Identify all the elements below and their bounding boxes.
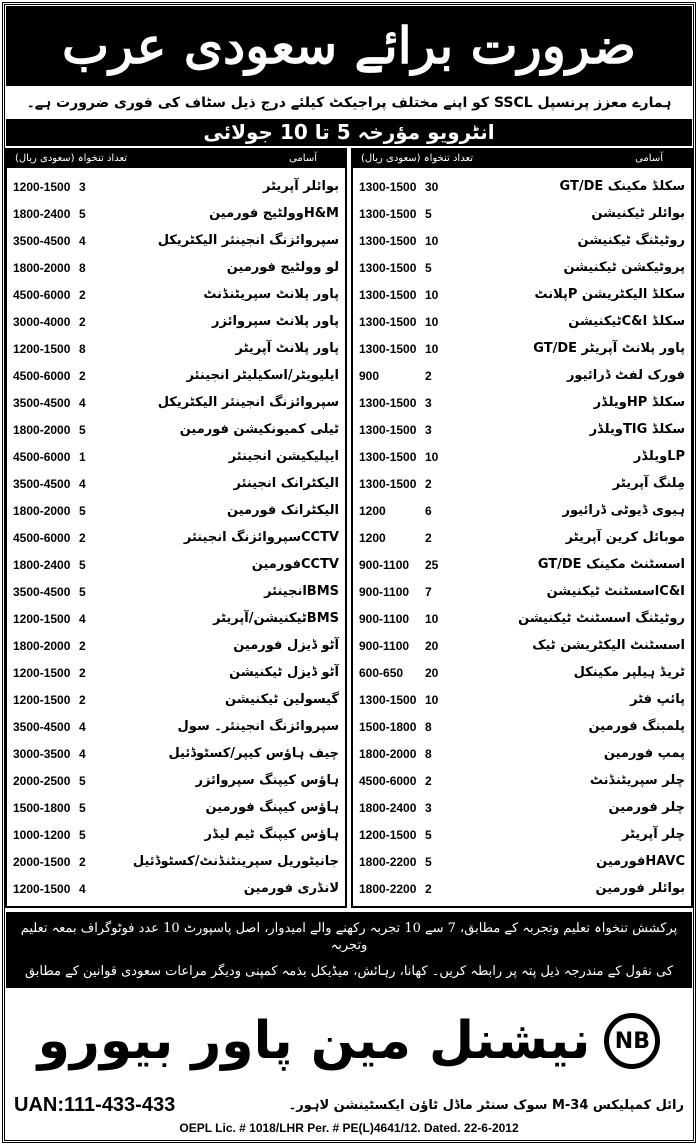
- count-cell: 5: [79, 800, 86, 815]
- salary-cell: 1300-1500: [359, 476, 417, 491]
- table-header: [353, 150, 691, 168]
- ad-title: ضرورت برائے سعودی عرب: [6, 6, 692, 86]
- count-cell: 20: [425, 638, 439, 653]
- salary-cell: 1800-2000: [13, 638, 71, 653]
- table-row: [353, 470, 691, 497]
- count-cell: 2: [79, 314, 86, 329]
- salary-cell: 1800-2400: [359, 800, 417, 815]
- table-row: [7, 551, 345, 578]
- salary-cell: 1200-1500: [13, 692, 71, 707]
- count-cell: 8: [425, 719, 432, 734]
- count-cell: 4: [79, 395, 86, 410]
- table-body: [353, 168, 691, 902]
- post-name-cell: بوائلر فورمین: [595, 881, 685, 896]
- table-row: [7, 335, 345, 362]
- salary-cell: 1800-2200: [359, 881, 417, 896]
- count-cell: 4: [79, 233, 86, 248]
- post-name-cell: چیف ہاؤس کیپر/کسٹوڈئیل: [168, 746, 339, 761]
- count-cell: 4: [79, 611, 86, 626]
- post-name-cell: لانڈری فورمین: [243, 881, 339, 896]
- post-name-cell: ایلیویٹر/اسکیلیٹر انجینئر: [186, 368, 339, 383]
- table-row: [7, 443, 345, 470]
- table-row: [353, 767, 691, 794]
- count-cell: 4: [79, 881, 86, 896]
- salary-cell: 3500-4500: [13, 719, 71, 734]
- salary-cell: 4500-6000: [13, 449, 71, 464]
- salary-cell: 1200-1500: [13, 179, 71, 194]
- count-cell: 7: [425, 584, 432, 599]
- count-cell: 10: [425, 314, 439, 329]
- salary-cell: 1200-1500: [13, 665, 71, 680]
- count-cell: 5: [79, 503, 86, 518]
- post-name-cell: آٹو ڈیزل ٹیکنیشن: [229, 665, 339, 680]
- uan-number: UAN:111-433-433: [14, 1093, 176, 1116]
- post-name-cell: آٹو ڈیزل فورمین: [233, 638, 339, 653]
- count-cell: 6: [425, 503, 432, 518]
- salary-cell: 900-1100: [359, 584, 410, 599]
- count-cell: 5: [425, 206, 432, 221]
- count-cell: 3: [425, 395, 432, 410]
- table-row: [353, 578, 691, 605]
- count-cell: 10: [425, 287, 439, 302]
- salary-cell: 1800-2200: [359, 854, 417, 869]
- salary-cell: 1300-1500: [359, 422, 417, 437]
- notice-line-1: پرکشش تنخواہ تعلیم وتجربہ کے مطابق، 7 سے 10 تجربہ رکھنے والے امیدوار، اصل پاسپورٹ 10 عدد فوٹوگراف بمعہ تعلیم وتجربہ: [20, 921, 678, 954]
- salary-cell: 600-650: [359, 665, 404, 680]
- post-name-cell: BMSانجینئر: [264, 584, 339, 599]
- post-name-cell: الیکٹرانک فورمین: [227, 503, 339, 518]
- post-name-cell: بوائلر آپریٹر: [263, 179, 339, 194]
- count-cell: 2: [79, 530, 86, 545]
- post-name-cell: موبائل کرین آپریٹر: [565, 530, 685, 545]
- salary-cell: 1800-2000: [359, 746, 417, 761]
- table-row: [7, 848, 345, 875]
- table-row: [353, 335, 691, 362]
- count-cell: 2: [425, 881, 432, 896]
- count-cell: 4: [79, 719, 86, 734]
- post-name-cell: پاور پلانٹ سپروائزر: [212, 314, 339, 329]
- salary-cell: 4500-6000: [359, 773, 417, 788]
- count-cell: 2: [79, 854, 86, 869]
- header-count-pay: تعداد تنخواہ (سعودی ریال): [361, 153, 474, 164]
- count-cell: 2: [425, 530, 432, 545]
- table-row: [353, 821, 691, 848]
- table-row: [353, 200, 691, 227]
- post-name-cell: ٹریڈ ہیلپر مکینکل: [573, 665, 685, 680]
- salary-cell: 1500-1800: [13, 800, 71, 815]
- salary-cell: 1300-1500: [359, 260, 417, 275]
- table-row: [7, 200, 345, 227]
- post-name-cell: ہاؤس کیپنگ سپروائزر: [195, 773, 339, 788]
- salary-cell: 1300-1500: [359, 233, 417, 248]
- table-row: [353, 875, 691, 902]
- post-name-cell: ہاؤس کیپنگ فورمین: [205, 800, 339, 815]
- table-row: [7, 362, 345, 389]
- table-row: [353, 416, 691, 443]
- post-name-cell: سکلڈ الیکٹریشن Pپلانٹ: [534, 287, 685, 302]
- header-count-pay: تعداد تنخواہ (سعودی ریال): [15, 153, 128, 164]
- post-name-cell: H&Mوولٹیج فورمین: [209, 206, 339, 221]
- table-row: [7, 794, 345, 821]
- count-cell: 30: [425, 179, 439, 194]
- salary-cell: 1300-1500: [359, 287, 417, 302]
- table-row: [353, 524, 691, 551]
- salary-cell: 1300-1500: [359, 395, 417, 410]
- agency-name: نیشنل مین پاور بیورو: [37, 1011, 591, 1071]
- table-row: [353, 713, 691, 740]
- post-name-cell: پروٹیکشن ٹیکنیشن: [563, 260, 685, 275]
- post-name-cell: CCTVسپروائزنگ انجینئر: [183, 530, 339, 545]
- table-row: [7, 254, 345, 281]
- count-cell: 5: [79, 827, 86, 842]
- table-row: [353, 848, 691, 875]
- table-row: [7, 578, 345, 605]
- salary-cell: 1200: [359, 530, 386, 545]
- table-row: [7, 497, 345, 524]
- post-name-cell: پاور پلانٹ آپریٹر: [235, 341, 339, 356]
- table-row: [7, 524, 345, 551]
- post-name-cell: پلمبنگ فورمین: [588, 719, 685, 734]
- count-cell: 10: [425, 341, 439, 356]
- post-name-cell: مِلنگ آپریٹر: [612, 476, 685, 491]
- count-cell: 2: [425, 773, 432, 788]
- count-cell: 5: [425, 854, 432, 869]
- salary-cell: 900-1100: [359, 638, 410, 653]
- post-name-cell: پائپ فٹر: [630, 692, 685, 707]
- count-cell: 10: [425, 692, 439, 707]
- salary-cell: 900-1100: [359, 611, 410, 626]
- post-name-cell: فورک لفٹ ڈرائیور: [566, 368, 685, 383]
- table-row: [7, 632, 345, 659]
- post-name-cell: C&Iاسسٹنٹ ٹیکنیشن: [546, 584, 685, 599]
- count-cell: 3: [79, 179, 86, 194]
- agency-brand: [6, 992, 692, 1090]
- count-cell: 20: [425, 665, 439, 680]
- salary-cell: 3000-3500: [13, 746, 71, 761]
- count-cell: 5: [79, 206, 86, 221]
- table-row: [353, 173, 691, 200]
- salary-cell: 1300-1500: [359, 692, 417, 707]
- count-cell: 8: [79, 341, 86, 356]
- table-row: [353, 605, 691, 632]
- salary-cell: 1800-2400: [13, 557, 71, 572]
- table-row: [7, 389, 345, 416]
- header-post: آسامی: [635, 153, 663, 164]
- salary-cell: 3000-4000: [13, 314, 71, 329]
- post-name-cell: سکلڈ مکینک GT/DE: [559, 179, 685, 194]
- table-row: [7, 821, 345, 848]
- post-name-cell: سپروائزنگ انجینئر الیکٹریکل: [157, 233, 339, 248]
- count-cell: 2: [79, 692, 86, 707]
- table-row: [7, 173, 345, 200]
- table-row: [353, 794, 691, 821]
- count-cell: 8: [425, 746, 432, 761]
- table-row: [7, 875, 345, 902]
- table-row: [353, 740, 691, 767]
- post-name-cell: الیکٹرانک انجینئر: [233, 476, 339, 491]
- license-info: OEPL Lic. # 1018/LHR Per. # PE(L)4641/12. Dated. 22-6-2012: [179, 1121, 519, 1135]
- table-row: [353, 659, 691, 686]
- post-name-cell: روٹیٹنگ اسسٹنٹ ٹیکنیشن: [518, 611, 685, 626]
- interview-dates-banner: انٹرویو مؤرخہ 5 تا 10 جولائی: [6, 119, 692, 146]
- salary-cell: 2000-2500: [13, 773, 71, 788]
- header-post: آسامی: [289, 153, 317, 164]
- requirements-notice: [6, 912, 692, 988]
- notice-line-2: کی نقول کے مندرجہ ذیل پتہ پر رابطہ کریں۔ کھانا، رہائش، میڈیکل بذمہ کمپنی ودیگر مراعات سعودی قوانین کے مطابق: [24, 963, 674, 979]
- post-name-cell: سکلڈ HPویلڈر: [593, 395, 685, 410]
- post-name-cell: چلر سپریٹنڈنٹ: [589, 773, 685, 788]
- post-name-cell: HAVCفورمین: [596, 854, 685, 869]
- post-name-cell: روٹیٹنگ ٹیکنیشن: [577, 233, 685, 248]
- salary-cell: 1200-1500: [359, 827, 417, 842]
- table-header: [7, 150, 345, 168]
- post-name-cell: سپروائزنگ انجینئر الیکٹریکل: [157, 395, 339, 410]
- contact-line: [6, 1092, 692, 1118]
- count-cell: 10: [425, 611, 439, 626]
- count-cell: 5: [79, 422, 86, 437]
- salary-cell: 1500-1800: [359, 719, 417, 734]
- table-row: [353, 632, 691, 659]
- count-cell: 2: [425, 476, 432, 491]
- table-row: [7, 281, 345, 308]
- table-row: [7, 767, 345, 794]
- post-name-cell: ہیوی ڈیوٹی ڈرائیور: [562, 503, 685, 518]
- table-row: [353, 254, 691, 281]
- count-cell: 4: [79, 746, 86, 761]
- post-name-cell: بوائلر ٹیکنیشن: [591, 206, 685, 221]
- count-cell: 5: [425, 827, 432, 842]
- post-name-cell: ایپلیکیشن انجینئر: [228, 449, 339, 464]
- salary-cell: 3500-4500: [13, 476, 71, 491]
- post-name-cell: BMSٹیکنیشن/آپریٹر: [213, 611, 339, 626]
- table-row: [7, 416, 345, 443]
- count-cell: 5: [79, 773, 86, 788]
- salary-cell: 1800-2000: [13, 422, 71, 437]
- agency-logo-icon: NB: [604, 1013, 660, 1069]
- post-name-cell: سکلڈ TIGویلڈر: [589, 422, 685, 437]
- table-row: [353, 227, 691, 254]
- post-name-cell: جانیٹوریل سپرینٹنڈنٹ/کسٹوڈئیل: [132, 854, 339, 869]
- table-row: [7, 470, 345, 497]
- table-row: [353, 686, 691, 713]
- count-cell: 2: [79, 638, 86, 653]
- count-cell: 4: [79, 476, 86, 491]
- salary-cell: 4500-6000: [13, 530, 71, 545]
- table-row: [7, 605, 345, 632]
- address: رائل کمپلیکس M-34 سوک سنٹر ماڈل ٹاؤن ایکسٹینشن لاہور۔: [288, 1097, 684, 1113]
- post-name-cell: پاور پلانٹ آپریٹر GT/DE: [533, 341, 685, 356]
- count-cell: 10: [425, 449, 439, 464]
- post-name-cell: سپروائزنگ انجینئر۔ سول: [177, 719, 339, 734]
- salary-cell: 1200: [359, 503, 386, 518]
- post-name-cell: چلر فورمین: [608, 800, 685, 815]
- salary-cell: 1000-1200: [13, 827, 71, 842]
- table-row: [353, 551, 691, 578]
- table-row: [353, 281, 691, 308]
- salary-cell: 1300-1500: [359, 206, 417, 221]
- post-name-cell: چلر آپریٹر: [622, 827, 685, 842]
- table-row: [7, 686, 345, 713]
- table-row: [353, 362, 691, 389]
- table-row: [7, 740, 345, 767]
- count-cell: 2: [79, 368, 86, 383]
- count-cell: 25: [425, 557, 439, 572]
- post-name-cell: اسسٹنٹ مکینک GT/DE: [537, 557, 685, 572]
- count-cell: 2: [79, 665, 86, 680]
- count-cell: 8: [79, 260, 86, 275]
- count-cell: 2: [425, 368, 432, 383]
- salary-cell: 1300-1500: [359, 179, 417, 194]
- count-cell: 3: [425, 422, 432, 437]
- salary-cell: 1800-2000: [13, 260, 71, 275]
- table-body: [7, 168, 345, 902]
- post-name-cell: LPویلڈر: [633, 449, 685, 464]
- table-row: [7, 659, 345, 686]
- count-cell: 10: [425, 233, 439, 248]
- salary-cell: 1200-1500: [13, 611, 71, 626]
- post-name-cell: پاور پلانٹ سپریٹنڈنٹ: [203, 287, 339, 302]
- salary-cell: 1800-2000: [13, 503, 71, 518]
- intro-text: ہمارے معزز پرنسپل SSCL کو اپنے مختلف پراجیکٹ کیلئے درج ذیل سٹاف کی فوری ضرورت ہے۔: [26, 94, 672, 111]
- salary-cell: 1300-1500: [359, 449, 417, 464]
- salary-cell: 1800-2400: [13, 206, 71, 221]
- post-name-cell: اسسٹنٹ الیکٹریشن ٹیک: [532, 638, 685, 653]
- table-row: [7, 227, 345, 254]
- post-name-cell: لو وولٹیج فورمین: [226, 260, 339, 275]
- table-row: [353, 308, 691, 335]
- salary-cell: 3500-4500: [13, 584, 71, 599]
- count-cell: 2: [79, 287, 86, 302]
- count-cell: 1: [79, 449, 86, 464]
- post-name-cell: گیسولین ٹیکنیشن: [225, 692, 339, 707]
- table-row: [7, 308, 345, 335]
- salary-cell: 3500-4500: [13, 233, 71, 248]
- salary-cell: 1200-1500: [13, 881, 71, 896]
- post-name-cell: CCTVفورمین: [251, 557, 339, 572]
- post-name-cell: ہاؤس کیپنگ ٹیم لیڈر: [204, 827, 339, 842]
- post-name-cell: ٹیلی کمیونکیشن فورمین: [179, 422, 339, 437]
- post-name-cell: پمپ فورمین: [603, 746, 685, 761]
- salary-cell: 1200-1500: [13, 341, 71, 356]
- jobs-table-right: [351, 148, 693, 908]
- salary-cell: 4500-6000: [13, 368, 71, 383]
- table-row: [353, 389, 691, 416]
- salary-cell: 900: [359, 368, 380, 383]
- count-cell: 5: [79, 584, 86, 599]
- salary-cell: 900-1100: [359, 557, 410, 572]
- jobs-table-left: [5, 148, 347, 908]
- salary-cell: 2000-1500: [13, 854, 71, 869]
- count-cell: 5: [425, 260, 432, 275]
- salary-cell: 1300-1500: [359, 314, 417, 329]
- salary-cell: 1300-1500: [359, 341, 417, 356]
- post-name-cell: سکلڈ C&Iٹیکنیشن: [568, 314, 685, 329]
- count-cell: 3: [425, 800, 432, 815]
- table-row: [353, 497, 691, 524]
- salary-cell: 3500-4500: [13, 395, 71, 410]
- salary-cell: 4500-6000: [13, 287, 71, 302]
- table-row: [7, 713, 345, 740]
- table-row: [353, 443, 691, 470]
- count-cell: 5: [79, 557, 86, 572]
